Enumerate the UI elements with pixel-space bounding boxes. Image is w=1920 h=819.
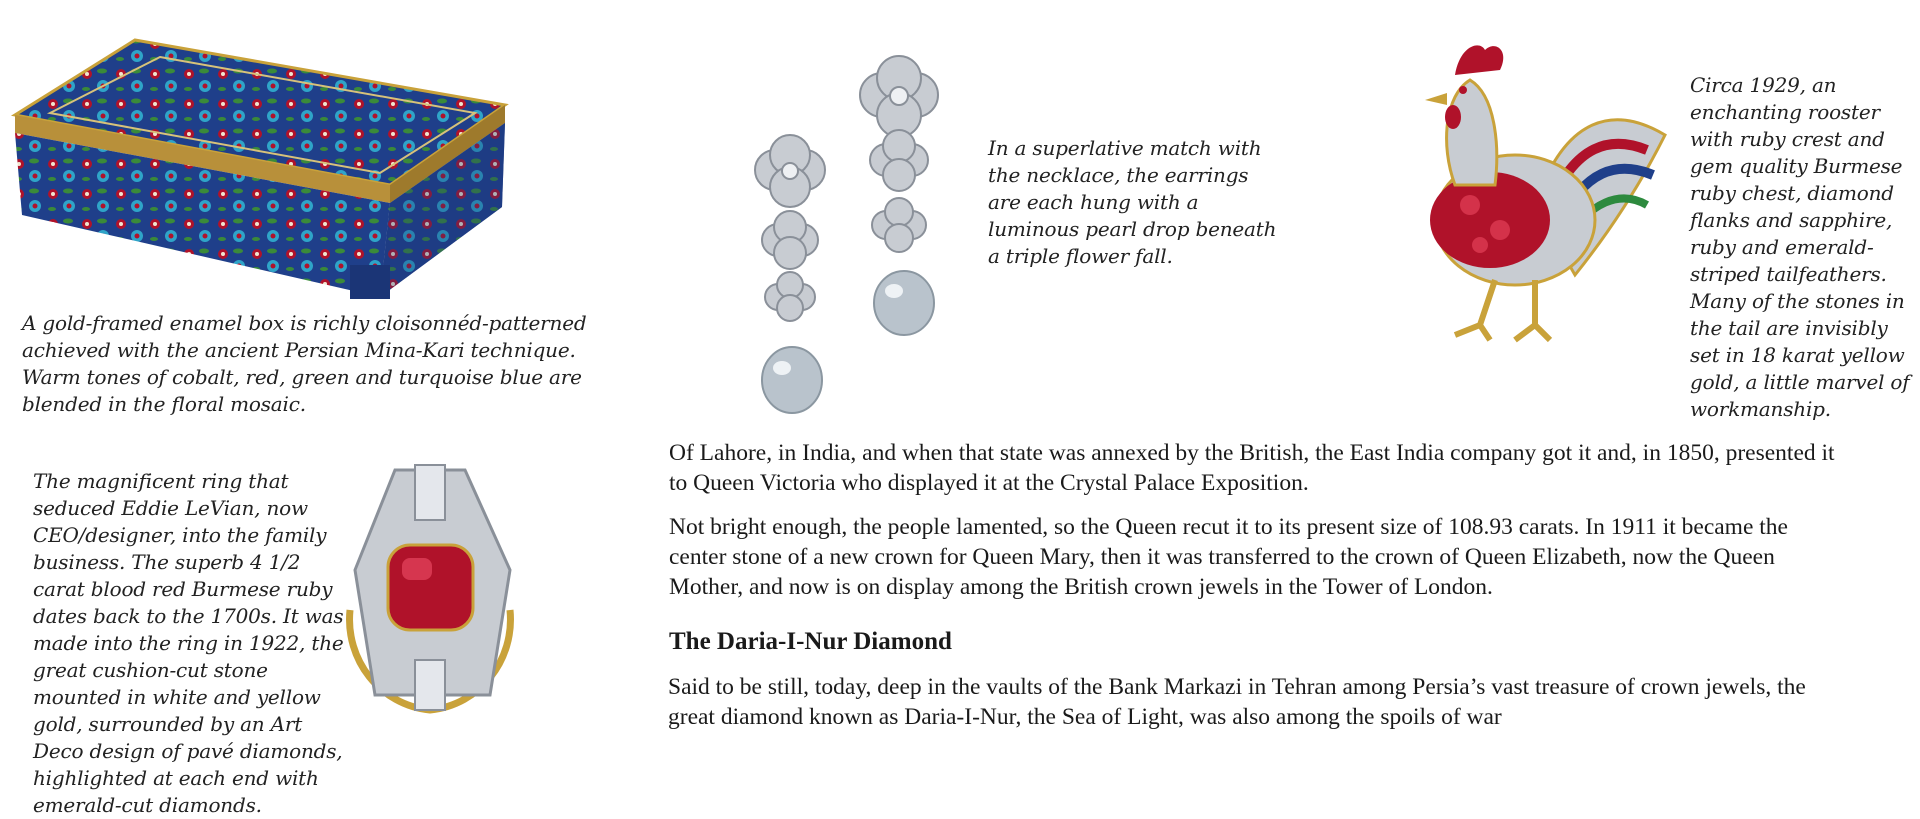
ring-caption: The magnificent ring that seduced Eddie LeVian, now CEO/designer, into the family business. The superb 4 1/2 carat blood red Burmese ruby dates back to the 1700s. It was made into the ring in 1922, the great cushion-cut stone mounted in white and yellow gold, surrounded by an Art Deco design of pavé diamonds, highlighted at each end with emerald-cut diamonds. bbox=[33, 469, 344, 817]
article-paragraph-2: Not bright enough, the people lamented, so the Queen recut it to its present size of 108.93 carats. In 1911 it became the center stone of a new crown for Queen Mary, then it was transferred to the crown of Queen Elizabeth, now the Queen Mother, and now is on display among the British crown jewels in the Tower of London. bbox=[669, 514, 1788, 600]
pearl-earrings-image bbox=[720, 35, 960, 425]
rooster-brooch-image bbox=[1385, 35, 1675, 365]
article-paragraph-3: Said to be still, today, deep in the vaults of the Bank Markazi in Tehran among Persia’s vast treasure of crown jewels, the great diamond known as Daria-I-Nur, the Sea of Light, was also among the spoils of war bbox=[668, 674, 1806, 730]
earrings-caption: In a superlative match with the necklace, the earrings are each hung with a luminous pearl drop beneath a triple flower fall. bbox=[988, 136, 1277, 268]
enamel-box-image bbox=[10, 35, 510, 305]
article-paragraph-1: Of Lahore, in India, and when that state was annexed by the British, the East India company got it and, in 1850, presented it to Queen Victoria who displayed it at the Crystal Palace Exposition. bbox=[669, 440, 1835, 496]
section-heading: The Daria-I-Nur Diamond bbox=[669, 628, 952, 655]
rooster-caption: Circa 1929, an enchanting rooster with ruby crest and gem quality Burmese ruby chest, diamond flanks and sapphire, ruby and emerald-striped tailfeathers. Many of the stones in the tail are invisibly set in 18 karat yellow gold, a little marvel of workmanship. bbox=[1690, 73, 1910, 421]
ruby-ring-image bbox=[340, 460, 525, 725]
enamel-box-caption: A gold-framed enamel box is richly cloisonnéd-patterned achieved with the ancient Persian Mina-Kari technique. Warm tones of cobalt, red, green and turquoise blue are blended in the floral mosaic. bbox=[22, 311, 587, 416]
